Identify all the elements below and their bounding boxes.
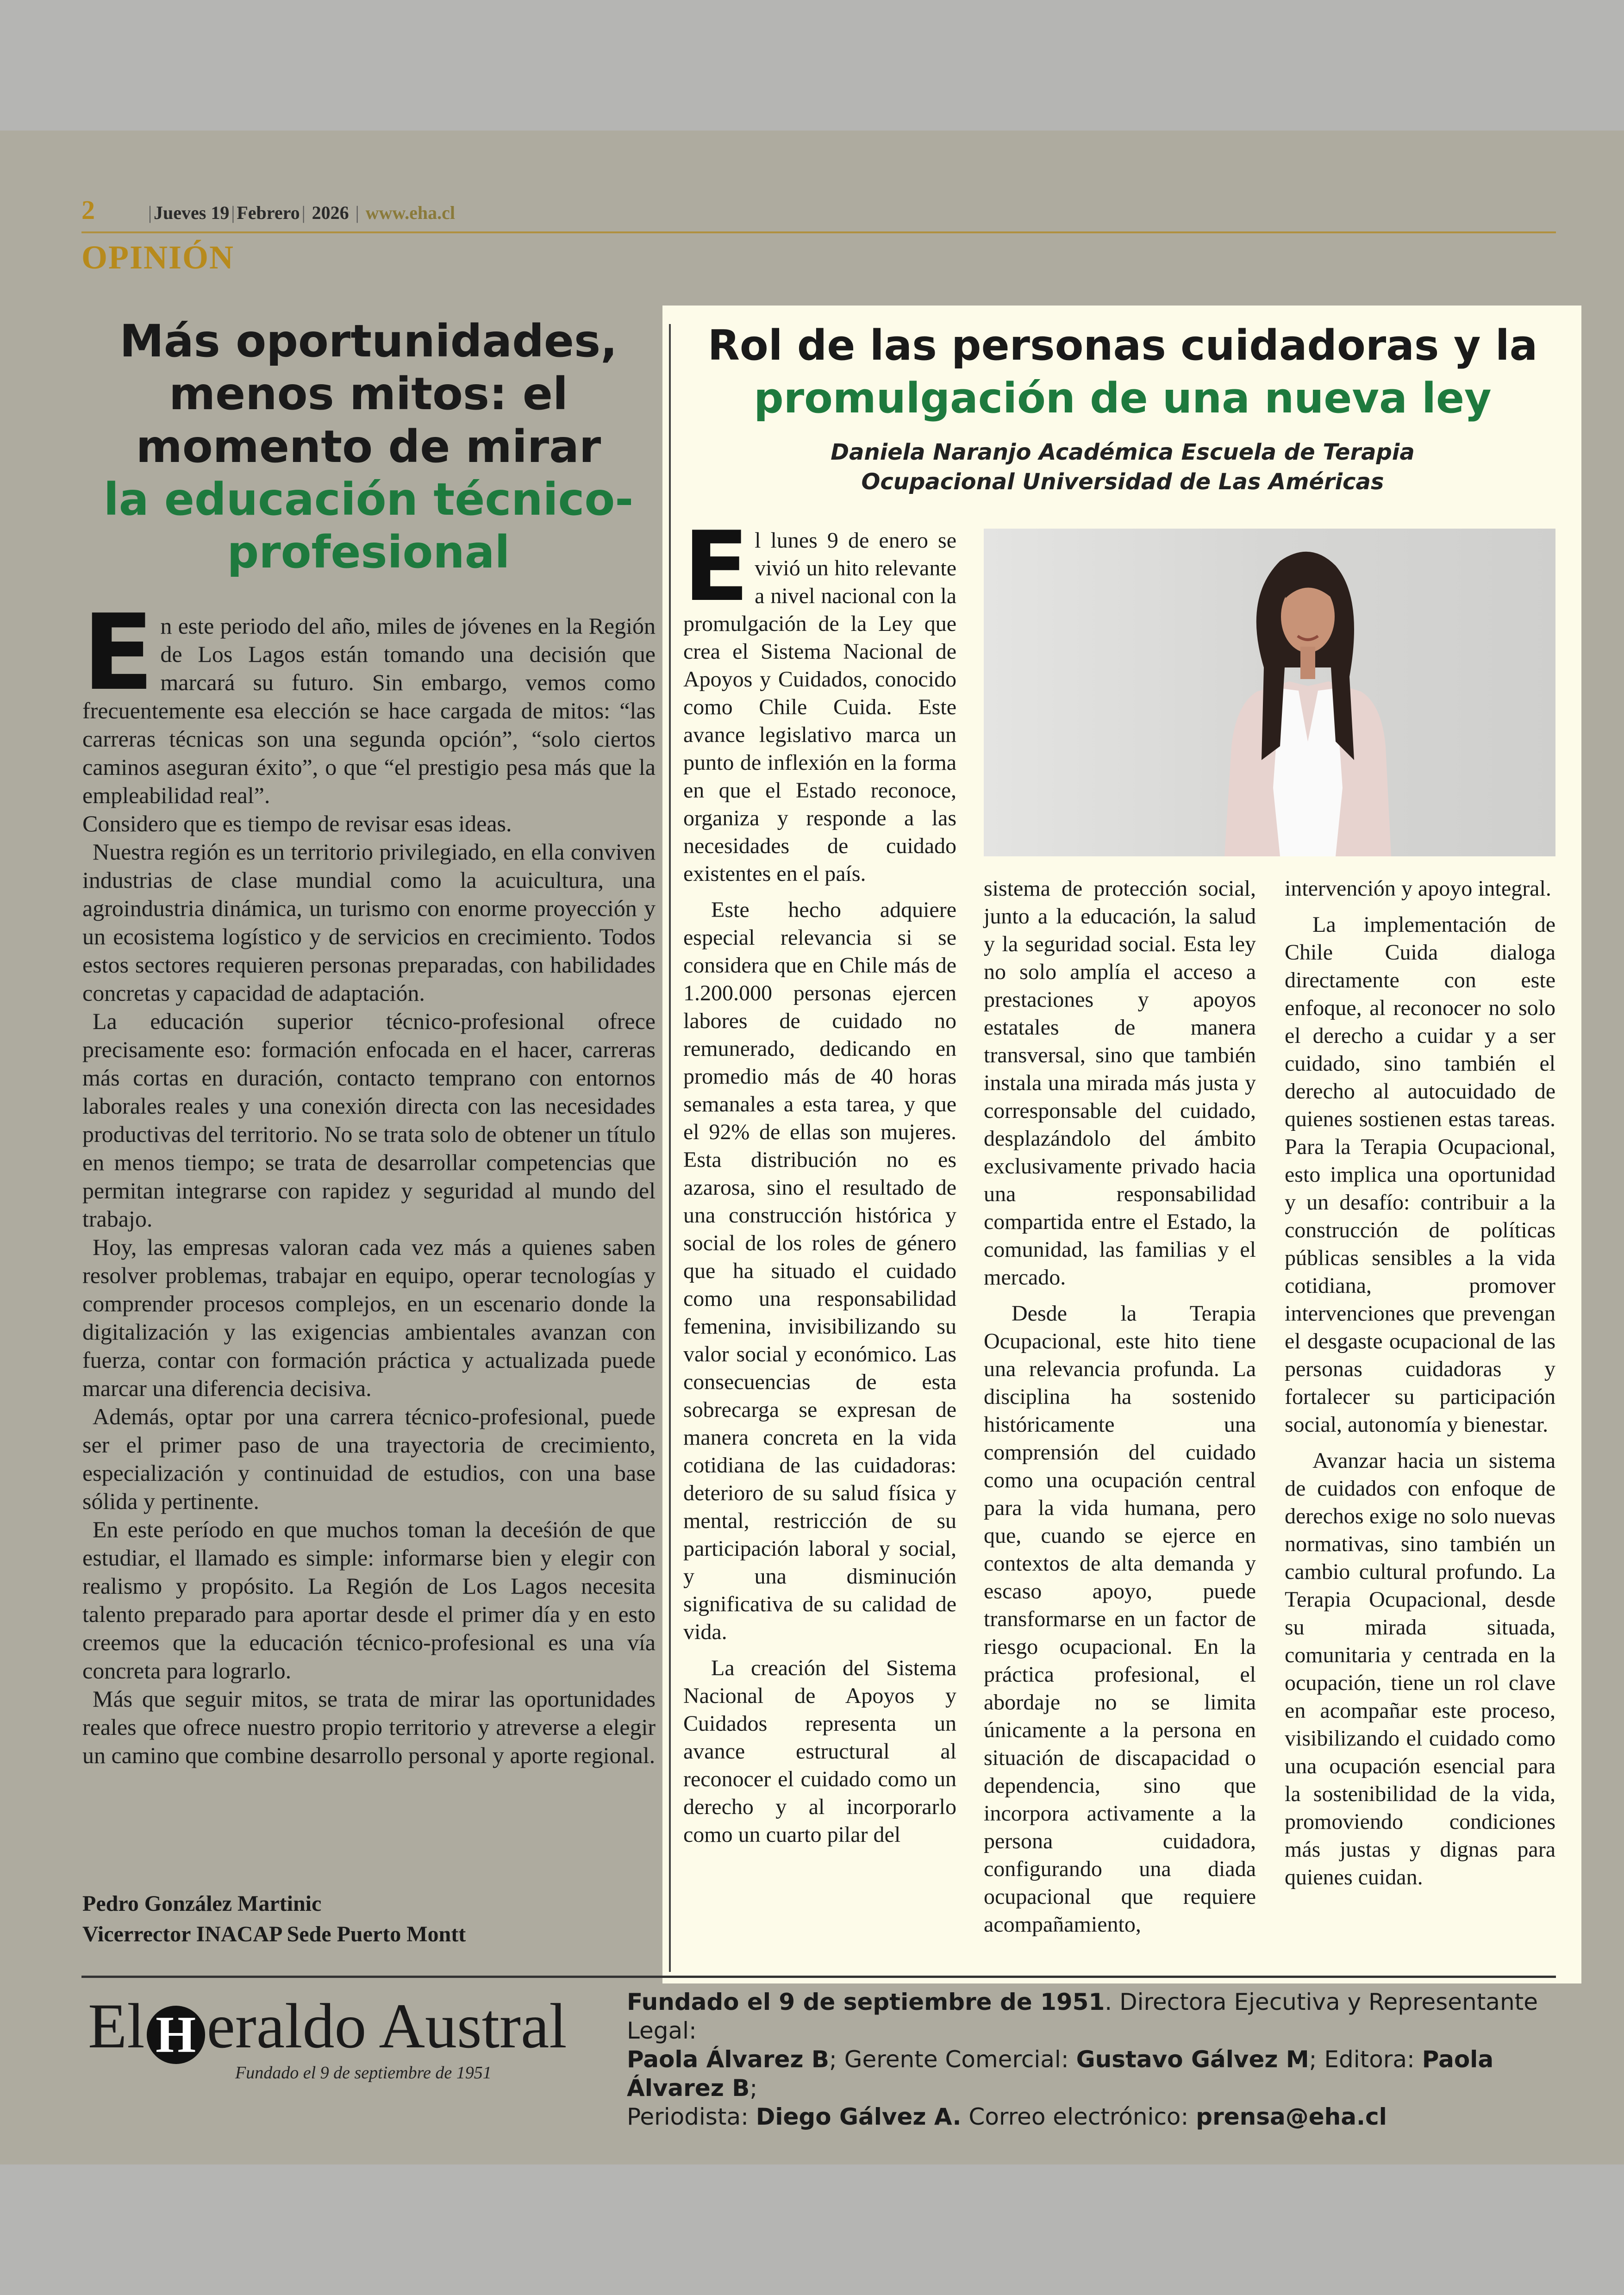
logo-subtitle: Fundado el 9 de septiembre de 1951 <box>235 2063 492 2083</box>
left-paragraph: En este período en que muchos toman la deceśión de que estudiar, el llamado es simple: informarse bien y elegir con realismo y propósito. La Región de Los Lagos necesita talento preparado para aportar desde el primer día y en esto creemos que la educación técnico-profesional es una vía concreta para lograrlo. <box>82 1516 656 1684</box>
right-paragraph: La implementación de Chile Cuida dialoga directamente con este enfoque, al reconocer no solo el derecho a cuidar y a ser cuidado, sino también el derecho al autocuidado de quienes sostienen estas tareas. Para la Terapia Ocupacional, esto implica una oportunidad y un desafío: contribuir a la construcción de políticas públicas sensibles a la vida cotidiana, promover intervenciones que prevengan el desgaste ocupacional de las personas cuidadoras y fortalecer su participación social, autonomía y bienestar. <box>1285 912 1555 1437</box>
director-label: Directora Ejecutiva y Representante Legal: <box>627 1989 1538 2044</box>
right-title-black: Rol de las personas cuidadoras y la <box>707 321 1538 370</box>
journalist-label: Periodista: <box>627 2103 749 2130</box>
person-portrait-icon <box>984 529 1555 856</box>
footer-divider <box>81 1976 1556 1978</box>
left-paragraph: Hoy, las empresas valoran cada vez más a quienes saben resolver problemas, trabajar en equipo, operar tecnologías y comprender procesos complejos, en un escenario donde la digitalización y las exigencias ambientales avanzan con fuerza, contar con formación práctica y actualizada puede marcar una diferencia decisiva. <box>82 1234 656 1401</box>
author-photo <box>984 529 1555 856</box>
manager-name: Gustavo Gálvez M <box>1076 2046 1309 2073</box>
director-name: Paola Álvarez B <box>627 2046 830 2073</box>
column-divider <box>669 324 671 1972</box>
left-paragraph: Considero que es tiempo de revisar esas ideas. <box>82 811 512 836</box>
byline-line-2: Ocupacional Universidad de Las Américas <box>861 469 1384 495</box>
left-paragraph: Más que seguir mitos, se trata de mirar las oportunidades reales que ofrece nuestro propio territorio y atreverse a elegir un camino que combine desarrollo personal y aporte regional. <box>82 1686 656 1768</box>
left-title-green: la educación técnico-profesional <box>103 474 634 578</box>
right-paragraph: La creación del Sistema Nacional de Apoyos y Cuidados representa un avance estructural al reconocer el cuidado como un derecho y al incorporarlo como un cuarto pilar del <box>683 1656 956 1847</box>
author-name: Pedro González Martinic <box>82 1891 322 1916</box>
right-column-1 <box>683 511 956 1857</box>
manager-label: Gerente Comercial: <box>844 2046 1069 2073</box>
left-article-title <box>81 315 656 579</box>
right-article-title <box>690 319 1555 425</box>
right-paragraph: Avanzar hacia un sistema de cuidados con enfoque de derechos exige no solo nuevas normativas, sino también un cambio cultural profundo. La Terapia Ocupacional, desde su mirada situada, comunitaria y centrada en la ocupación, tiene un rol clave en acompañar este proceso, visibilizando el cuidado como una ocupación esencial para la sostenibilidad de la vida, promoviendo condiciones más justas y dignas para quienes cuidan. <box>1285 1448 1555 1890</box>
right-column-3 <box>1285 875 1555 1900</box>
editor-label: Editora: <box>1324 2046 1415 2073</box>
page-number: 2 <box>81 195 95 225</box>
journalist-name: Diego Gálvez A. <box>756 2103 962 2130</box>
masthead-logo <box>88 1986 602 2069</box>
right-byline <box>690 437 1555 497</box>
right-column-2 <box>984 875 1256 1947</box>
left-paragraph: La educación superior técnico-profesional ofrece precisamente eso: formación enfocada en el hacer, carreras más cortas en duración, contacto temprano con entornos laborales reales y una conexión directa con las necesidades productivas del territorio. No se trata solo de obtener un título en menos tiempo; se trata de desarrollar competencias que permitan integrarse con rapidez y seguridad al mundo del trabajo. <box>82 1008 656 1232</box>
byline-line-1: Daniela Naranjo Académica Escuela de Terapia <box>831 439 1415 465</box>
right-paragraph: intervención y apoyo integral. <box>1285 876 1551 901</box>
founded-text: Fundado el 9 de septiembre de 1951 <box>627 1989 1105 2015</box>
issue-date: | Jueves 19 | Febrero | 2026 | www.eha.cl <box>148 202 455 223</box>
left-dropcap: E <box>82 592 154 714</box>
left-title-black: Más oportunidades, menos mitos: el momento de mirar <box>119 315 618 473</box>
website-link[interactable]: www.eha.cl <box>365 202 455 223</box>
date-day: Jueves 19 <box>154 202 230 223</box>
left-article-body <box>82 592 656 1770</box>
logo-rest: eraldo Austral <box>206 1990 567 2061</box>
email-label: Correo electrónico: <box>968 2103 1189 2130</box>
right-paragraph: l lunes 9 de enero se vivió un hito relevante a nivel nacional con la promulgación de la Ley que crea el Sistema Nacional de Apoyos y Cuidados, conocido como Chile Cuida. Este avance legislativo marca un punto de inflexión en la forma en que el Estado reconoce, organiza y responde a las necesidades de cuidado existentes en el país. <box>683 528 956 886</box>
staff-credits: Fundado el 9 de septiembre de 1951. Directora Ejecutiva y Representante Legal: Paola Álvarez B; Gerente Comercial: Gustavo Gálvez M; Editora: Paola Álvarez B; Periodista: Diego Gálvez A. Correo electrónico: prensa@eha.cl <box>627 1989 1538 2130</box>
right-paragraph: Este hecho adquiere especial relevancia si se considera que en Chile más de 1.200.000 personas ejercen labores de cuidado no remunerado, dedicando en promedio más de 40 horas semanales a esta tarea, y que el 92% de ellas son mujeres. Esta distribución no es azarosa, sino el resultado de una construcción histórica y social de los roles de género que ha situado el cuidado como una responsabilidad femenina, invisibilizando su valor social y económico. Las consecuencias de esta sobrecarga se expresan de manera concreta en la vida cotidiana de las cuidadoras: deterioro de su salud física y mental, restricción de su participación laboral y social, y una disminución significativa de su calidad de vida. <box>683 898 956 1644</box>
right-paragraph: sistema de protección social, junto a la educación, la salud y la seguridad social. Esta ley no solo amplía el acceso a prestaciones y apoyos estatales de manera transversal, sino que también instala una mirada más justa y corresponsable del cuidado, desplazándolo del ámbito exclusivamente privado hacia una responsabilidad compartida entre el Estado, la comunidad, las familias y el mercado. <box>984 876 1256 1290</box>
date-year: 2026 <box>312 202 349 223</box>
logo-el: El <box>88 1990 145 2061</box>
author-role: Vicerrector INACAP Sede Puerto Montt <box>82 1922 466 1946</box>
right-title-green: promulgación de una nueva ley <box>754 374 1492 423</box>
right-dropcap: E <box>683 511 750 623</box>
section-title: OPINIÓN <box>81 239 235 276</box>
left-paragraph: n este periodo del año, miles de jóvenes en la Región de Los Lagos están tomando una decisión que marcará su futuro. Sin embargo, vemos como frecuentemente esa elección se hace cargada de mitos: “las carreras técnicas son una segunda opción”, “solo ciertos caminos aseguran éxito”, o que “el prestigio pesa más que la empleabilidad real”. <box>82 613 656 808</box>
date-month: Febrero <box>237 202 300 223</box>
left-paragraph: Nuestra región es un territorio privilegiado, en ella conviven industrias de clase mundial como la acuicultura, una agroindustria dinámica, un turismo con enorme proyección y un ecosistema logístico y de servicios en crecimiento. Todos estos sectores requieren personas preparadas, con habilidades concretas y capacidad de adaptación. <box>82 839 656 1006</box>
right-paragraph: Desde la Terapia Ocupacional, este hito tiene una relevancia profunda. La disciplina ha sostenido históricamente una comprensión del cuidado como una ocupación central para la vida humana, pero que, cuando se ejerce en contextos de alta demanda y escaso apoyo, puede transformarse en un factor de riesgo ocupacional. En la práctica profesional, el abordaje no se limita únicamente a la persona en situación de discapacidad o dependencia, sino que incorpora activamente a la persona cuidadora, configurando una diada ocupacional que requiere acompañamiento, <box>984 1301 1256 1937</box>
left-author <box>82 1889 656 1950</box>
page-header <box>81 194 1556 233</box>
email-link[interactable]: prensa@eha.cl <box>1196 2103 1387 2130</box>
editor-name: Paola Álvarez B <box>627 2046 1494 2102</box>
logo-h-mark: H <box>147 2006 205 2064</box>
left-paragraph: Además, optar por una carrera técnico-profesional, puede ser el primer paso de una trayectoria de crecimiento, especialización y continuidad de estudios, con una base sólida y pertinente. <box>82 1403 656 1514</box>
